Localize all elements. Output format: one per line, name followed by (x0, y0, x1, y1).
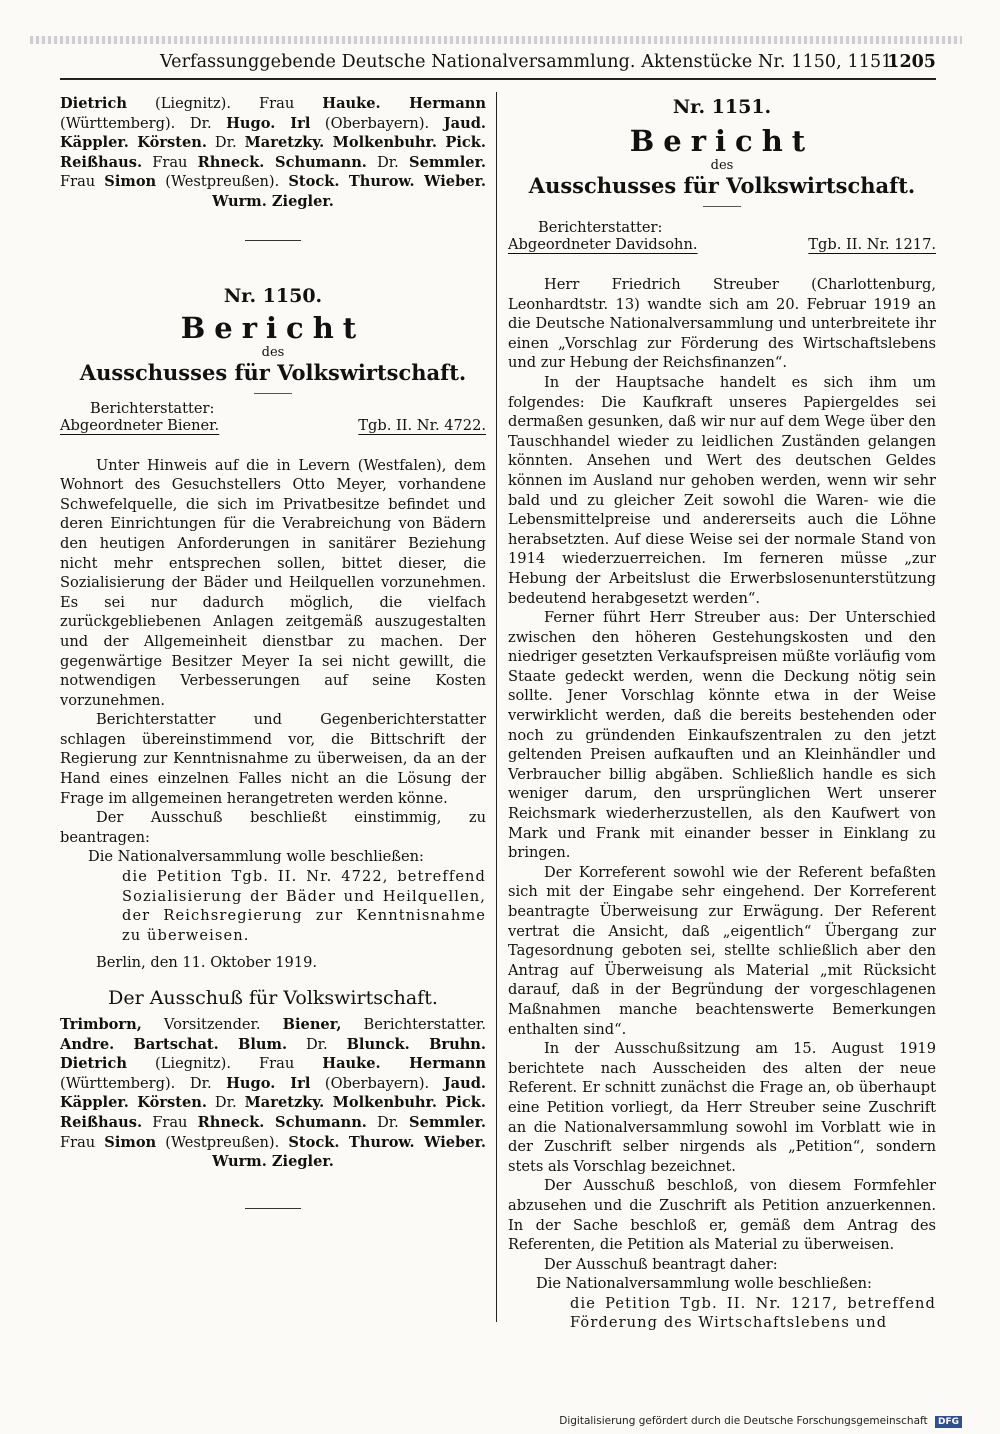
paragraph: Berichterstatter und Gegenberichterstatter schlagen übereinstimmend vor, die Bittschrift der Regierung zur Kenntnisnahme zu überweisen, da an der Hand eines einzelnen Falles nicht an die Lösung der Frage im allgemeinen herangetreten werden könne. (60, 711, 486, 807)
document-number: Nr. 1151. (672, 96, 772, 118)
name-qualifier: Dr. (206, 134, 245, 152)
paragraph: In der Hauptsache handelt es sich ihm um folgendes: Die Kaufkraft unseres Papiergeldes sei dermaßen gesunken, daß wir nur auf dem Wege über den Tauschhandel wieder zu leidlichen Zuständen gelangen könnten. Ansehen und Wert des deutschen Geldes können im Ausland nur gehoben werden, wenn wir sehr bald und zu gleicher Zeit sowohl die Waren- wie die Lebensmittelpreise und andererseits auch die Löhne herabsetzten. Auf diese Weise sei der normale Stand von 1914 wiederzuerreichen. Im ferneren müsse „zur Hebung der Arbeitslust die Erwerbslosenunterstützung bedeutend herabgesetzt werden“. (508, 373, 936, 607)
name-qualifier: (Liegnitz). Frau (126, 1055, 323, 1073)
member-name: Simon (104, 173, 157, 191)
paragraph: Der Korreferent sowohl wie der Referent befaßten sich mit der Eingabe sehr eingehend. Der Korreferent beantragte Überweisung zur Erwägung. Der Referent vertrat die Ansicht, daß „eigentlich“ Übergang zur Tagesordnung geboten sei, stellte schließlich aber den Antrag auf Überweisung als Material „mit Rücksicht darauf, daß in der Begründung der vorgeschlagenen Maßnahmen manche beachtenswerte Bemerkungen enthalten sind“. (508, 863, 936, 1038)
header-rule (60, 78, 936, 80)
member-name: Semmler. (409, 1113, 486, 1131)
column-separator (496, 92, 497, 1322)
committee-members-continued (60, 94, 486, 212)
member-name: Hauke. Hermann (322, 1055, 486, 1073)
left-column (60, 94, 486, 1209)
page-number: 1205 (887, 52, 936, 72)
page-header (60, 48, 936, 82)
member-name: Jaud. Käppler. Körsten. (60, 114, 486, 152)
footer-credit (559, 1415, 962, 1428)
name-qualifier: (Westpreußen). (156, 1133, 289, 1151)
member-name: Jaud. Käppler. Körsten. (60, 1074, 486, 1112)
committee-heading: Ausschusses für Volkswirtschaft. (79, 359, 467, 385)
paragraph: In der Ausschußsitzung am 15. August 1919 berichtete nach Ausscheiden des alten der neue Referent. Er schnitt zunächst die Frage an, ob überhaupt eine Petition vorliegt, da Herr Streuber seine Zuschrift an die Nationalversammlung sowohl im Vorblatt wie in der Zuschrift selber nirgends als „Petition“, sondern stets als Vorschlag bezeichnet. (508, 1040, 936, 1175)
name-qualifier: Dr. (366, 1113, 410, 1131)
name-qualifier: (Oberbayern). (310, 114, 444, 132)
motion-intro: Die Nationalversammlung wolle beschließen: (536, 1275, 872, 1293)
journal-number: Tgb. II. Nr. 1217. (808, 236, 936, 253)
name-qualifier: Frau (142, 153, 198, 171)
paragraph: Herr Friedrich Streuber (Charlottenburg, Leonhardtstr. 13) wandte sich am 20. Februar 1919 an die Deutsche Nationalversammlung und unterbreitete ihr einen „Vorschlag zur Förderung des Wirtschaftslebens und zur Hebung der Reichsfinanzen“. (508, 276, 936, 372)
date-line: Berlin, den 11. Oktober 1919. (96, 954, 318, 972)
report-heading: Bericht (629, 124, 815, 158)
name-qualifier: Dr. (366, 153, 410, 171)
paragraph: Der Ausschuß beschloß, von diesem Formfehler abzusehen und die Zuschrift als Petition anzuerkennen. In der Sache beschloß er, gemäß dem Antrag des Referenten, die Petition als Material zu überweisen. (508, 1177, 936, 1254)
dfg-logo: DFG (935, 1416, 962, 1428)
signature-title: Der Ausschuß für Volkswirtschaft. (108, 987, 438, 1009)
member-name: Trimborn, (60, 1016, 142, 1033)
name-qualifier: Berichterstatter. (341, 1016, 486, 1033)
report-des: des (261, 344, 285, 360)
footer-text: Digitalisierung gefördert durch die Deutsche Forschungsgemeinschaft (559, 1415, 928, 1427)
right-column (508, 94, 936, 1333)
paragraph: Unter Hinweis auf die in Levern (Westfalen), dem Wohnort des Gesuchstellers Otto Meyer, vorhandene Schwefelquelle, die sich im Privatbesitze befindet und deren Einrichtungen für die Verabreichung von Bädern den heutigen Anforderungen in sanitärer Beziehung nicht mehr entsprechen sollen, bittet dieser, die Sozialisierung der Bäder und Heilquellen vorzunehmen. Es sei nur dadurch möglich, die vielfach zurückgebliebenen Anlagen zeitgemäß auszugestalten und der Allgemeinheit dienstbar zu machen. Der gegenwärtige Besitzer Meyer Ia sei nicht gewillt, die notwendigen Verbesserungen auf seine Kosten vorzunehmen. (60, 456, 486, 709)
member-name: Maretzky. Molkenbuhr. Pick. Reißhaus. (60, 1094, 486, 1131)
member-name: Stock. Thurow. Wieber. Wurm. Ziegler. (212, 173, 487, 210)
committee-heading: Ausschusses für Volkswirtschaft. (528, 173, 916, 198)
name-qualifier: (Württemberg). Dr. (60, 114, 227, 132)
report-des: des (710, 158, 734, 173)
name-qualifier: Frau (60, 173, 105, 191)
document-number: Nr. 1150. (223, 284, 323, 307)
rapporteur-label: Berichterstatter: (538, 219, 663, 236)
rapporteur-name: Abgeordneter Davidsohn. (508, 236, 698, 253)
rapporteur-name: Abgeordneter Biener. (60, 416, 220, 434)
member-name: Hugo. Irl (226, 114, 311, 132)
name-qualifier: Frau (142, 1113, 198, 1131)
motion-text: die Petition Tgb. II. Nr. 4722, betreffend Sozialisierung der Bäder und Heilquellen, der Reichsregierung zur Kenntnisnahme zu überweisen. (122, 868, 486, 944)
member-name: Hauke. Hermann (322, 95, 486, 112)
member-name: Maretzky. Molkenbuhr. Pick. Reißhaus. (60, 134, 486, 171)
member-name: Rhneck. Schumann. (197, 1113, 367, 1131)
name-qualifier: Frau (60, 1133, 105, 1151)
running-title: Verfassunggebende Deutsche Nationalversammlung. Aktenstücke Nr. 1150, 1151. (160, 52, 899, 72)
name-qualifier: Dr. (287, 1035, 347, 1053)
name-qualifier: Dr. (206, 1094, 245, 1112)
motion-intro: Die Nationalversammlung wolle beschließen: (88, 848, 424, 866)
name-qualifier: (Oberbayern). (310, 1074, 444, 1092)
name-qualifier: (Württemberg). Dr. (60, 1074, 227, 1092)
name-qualifier: (Westpreußen). (156, 173, 289, 191)
member-name: Andre. Bartschat. Blum. (60, 1035, 288, 1053)
end-divider (245, 1208, 301, 1209)
member-name: Rhneck. Schumann. (197, 153, 367, 171)
member-name: Hugo. Irl (226, 1074, 311, 1092)
paragraph: Der Ausschuß beschließt einstimmig, zu beantragen: (60, 809, 486, 846)
member-name: Semmler. (409, 153, 486, 171)
member-name: Stock. Thurow. Wieber. Wurm. Ziegler. (212, 1133, 487, 1171)
name-qualifier: Vorsitzender. (141, 1016, 283, 1033)
member-name: Simon (104, 1133, 157, 1151)
committee-members (60, 1015, 486, 1172)
report-heading: Bericht (180, 310, 366, 345)
member-name: Dietrich (60, 95, 127, 112)
journal-number: Tgb. II. Nr. 4722. (358, 416, 486, 434)
rapporteur-line (508, 236, 936, 253)
paragraph: Der Ausschuß beantragt daher: (544, 1255, 778, 1273)
paragraph: Ferner führt Herr Streuber aus: Der Unterschied zwischen den höheren Gestehungskosten und den niedriger gesetzten Verkaufspreisen müßte vorläufig vom Staate gedeckt werden, wenn die Deckung nötig sein sollte. Jener Vorschlag könnte etwa in der Weise verwirklicht werden, daß die bereits bestehenden oder noch zu gründenden Einkaufszentralen zu den jetzt geltenden Preisen aufkauften und an Kleinhändler und Verbraucher billig abgäben. Schließlich handle es sich weniger darum, den ursprünglichen Wert unserer Reichsmark wiederherzustellen, als den Kaufwert von Mark und Frank mit einander besser in Einklang zu bringen. (508, 609, 936, 862)
rapporteur-label: Berichterstatter: (90, 399, 215, 417)
scan-edge-noise (30, 36, 962, 44)
member-name: Biener, (282, 1016, 342, 1033)
name-qualifier: (Liegnitz). Frau (126, 95, 323, 112)
rapporteur-line (60, 417, 486, 434)
motion-text: die Petition Tgb. II. Nr. 1217, betreffend Förderung des Wirtschaftslebens und (570, 1294, 936, 1332)
member-name: Blunck. Bruhn. Dietrich (60, 1035, 487, 1073)
